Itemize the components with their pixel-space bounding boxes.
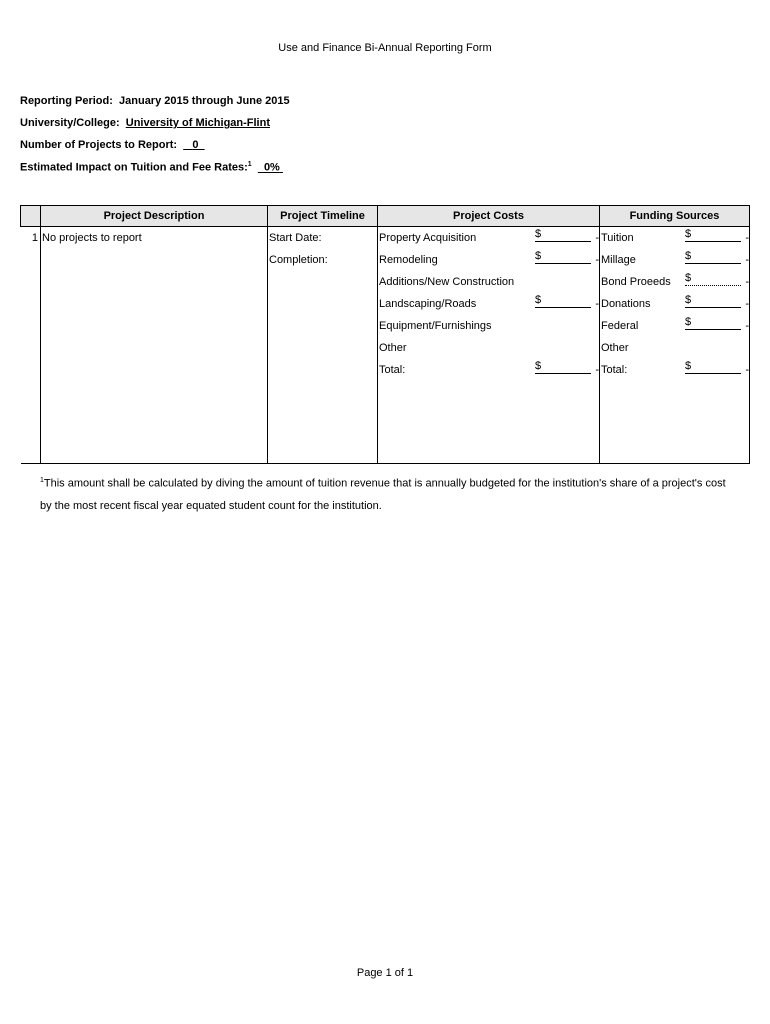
cost-value: - [595,298,599,310]
funding-label: Total: [601,364,628,376]
cost-label: Landscaping/Roads [379,298,477,310]
impact-sup: 1 [247,161,252,168]
funding-label: Federal [601,320,639,332]
cost-row [378,315,599,337]
row-number: 1 [31,232,38,244]
funding-value: - [745,232,749,244]
cost-value [591,337,599,359]
cost-dollar-sign: $ [535,228,542,240]
funding-value: - [745,298,749,310]
impact-label: Estimated Impact on Tuition and Fee Rates: [20,161,248,174]
funding-amount-field [685,315,741,330]
cost-label: Total: [379,364,406,376]
footnote-marker: 1 [40,477,44,484]
impact [20,161,283,174]
funding-label: Millage [601,254,636,266]
cost-amount-field [535,315,591,329]
funding-value [741,337,749,359]
cost-label: Equipment/Furnishings [379,320,492,332]
funding-row [600,271,749,293]
funding-row [600,359,749,381]
cost-amount-field [535,337,591,351]
reporting-period-label: Reporting Period: [20,95,113,107]
num-projects [20,139,205,151]
funding-amount-field [685,293,741,308]
header-funding: Funding Sources [600,206,750,227]
cost-value: - [595,364,599,376]
funding-value: - [745,254,749,266]
cost-amount-field [535,271,591,285]
cost-amount-field [535,249,591,264]
cost-row [378,249,599,271]
cost-label: Property Acquisition [379,232,477,244]
funding-dollar-sign: $ [685,360,692,372]
funding-value: - [745,276,749,288]
funding-cell [600,227,750,464]
impact-value: 0% [263,161,280,174]
header-timeline: Project Timeline [268,206,378,227]
page-footer: Page 1 of 1 [356,967,414,979]
funding-label: Bond Proeeds [601,276,671,288]
funding-label: Other [601,342,629,354]
funding-row [600,337,749,359]
cost-label: Other [379,342,407,354]
funding-amount-field [685,359,741,374]
funding-row [600,293,749,315]
cost-value: - [595,232,599,244]
funding-row [600,249,749,271]
funding-amount-field [685,337,741,351]
timeline-completion: Completion: [269,254,328,266]
cost-dollar-sign: $ [535,250,542,262]
cost-dollar-sign: $ [535,294,542,306]
funding-value: - [745,364,749,376]
cost-row [378,359,599,381]
header-description: Project Description [41,206,268,227]
funding-amount-field [685,271,741,286]
cost-label: Additions/New Construction [379,276,515,288]
cost-amount-field [535,293,591,308]
num-projects-value: 0 [192,139,199,151]
cost-label: Remodeling [379,254,438,266]
funding-value: - [745,320,749,332]
cost-row [378,337,599,359]
funding-amount-field [685,249,741,264]
reporting-period [20,95,290,107]
funding-dollar-sign: $ [685,294,692,306]
cost-value: - [595,254,599,266]
header-number [21,206,41,227]
num-projects-label: Number of Projects to Report: [20,139,178,151]
funding-dollar-sign: $ [685,250,692,262]
funding-amount-field [685,227,741,242]
funding-label: Donations [601,298,651,310]
cost-amount-field [535,227,591,242]
project-table [20,205,750,464]
reporting-period-value: January 2015 through June 2015 [119,95,290,107]
funding-dollar-sign: $ [685,316,692,328]
funding-label: Tuition [601,232,634,244]
funding-row [600,315,749,337]
cost-value [591,315,599,337]
university-value: University of Michigan-Flint [125,117,270,129]
university-label: University/College: [20,117,120,129]
footnote-text: This amount shall be calculated by diving the amount of tuition revenue that is annually budgeted for the institution's share of a project's cost by the most recent fiscal year equated student count for the institution. [40,477,726,512]
form-title: Use and Finance Bi-Annual Reporting Form [278,42,492,54]
cost-amount-field [535,359,591,374]
header-costs: Project Costs [378,206,600,227]
cost-row [378,227,599,249]
funding-dollar-sign: $ [685,228,692,240]
timeline-start: Start Date: [269,232,322,244]
project-description: No projects to report [42,232,142,244]
costs-cell [378,227,600,464]
cost-row [378,293,599,315]
cost-row [378,271,599,293]
university [20,117,270,129]
cost-dollar-sign: $ [535,360,542,372]
cost-value [591,271,599,293]
funding-row [600,227,749,249]
footnote [40,470,740,517]
funding-dollar-sign: $ [685,272,692,284]
